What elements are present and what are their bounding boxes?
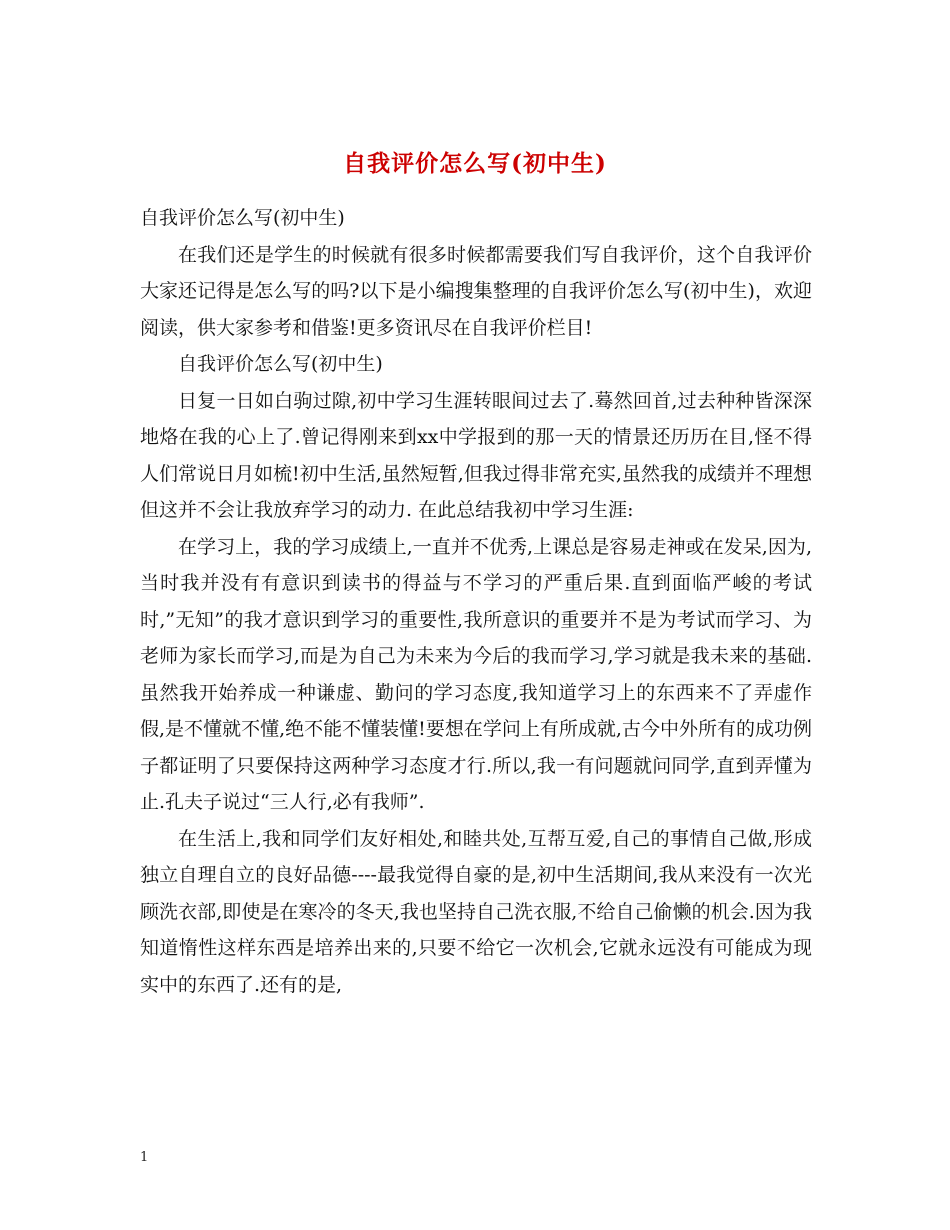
page-number: 1 <box>140 1150 149 1165</box>
paragraph-subtitle: 自我评价怎么写(初中生) <box>140 207 345 229</box>
page-title: 自我评价怎么写(初中生) <box>343 150 607 178</box>
document-body <box>140 200 812 1003</box>
paragraph-overview: 日复一日如白驹过隙,初中学习生涯转眼间过去了.蓦然回首,过去种种皆深深地烙在我的心上了.曾记得刚来到xx中学报到的那一天的情景还历历在目,怪不得人们常说日月如梳!初中生活,虽然短暂,但我过得非常充实,虽然我的成绩并不理想但这并不会让我放弃学习的动力. 在此总结我初中学习生涯: <box>140 389 812 521</box>
paragraph-intro: 在我们还是学生的时候就有很多时候都需要我们写自我评价，这个自我评价大家还记得是怎么写的吗?以下是小编搜集整理的自我评价怎么写(初中生)，欢迎阅读，供大家参考和借鉴!更多资讯尽在自我评价栏目! <box>140 243 812 339</box>
paragraph-study: 在学习上，我的学习成绩上,一直并不优秀,上课总是容易走神或在发呆,因为,当时我并没有有意识到读书的得益与不学习的严重后果.直到面临严峻的考试时,”无知”的我才意识到学习的重要性,我所意识的重要并不是为考试而学习、为老师为家长而学习,而是为自己为未来为今后的我而学习,学习就是我未来的基础.虽然我开始养成一种谦虚、勤问的学习态度,我知道学习上的东西来不了弄虚作假,是不懂就不懂,绝不能不懂装懂!要想在学问上有所成就,古今中外所有的成功例子都证明了只要保持这两种学习态度才行.所以,我一有问题就问同学,直到弄懂为止.孔夫子说过“三人行,必有我师”. <box>140 535 812 813</box>
paragraph-life: 在生活上,我和同学们友好相处,和睦共处,互帮互爱,自己的事情自己做,形成独立自理自立的良好品德----最我觉得自豪的是,初中生活期间,我从来没有一次光顾洗衣部,即使是在寒冷的冬天,我也坚持自己洗衣服,不给自己偷懒的机会.因为我知道惰性这样东西是培养出来的,只要不给它一次机会,它就永远没有可能成为现实中的东西了.还有的是, <box>140 827 812 996</box>
paragraph-section-heading: 自我评价怎么写(初中生) <box>178 353 383 375</box>
